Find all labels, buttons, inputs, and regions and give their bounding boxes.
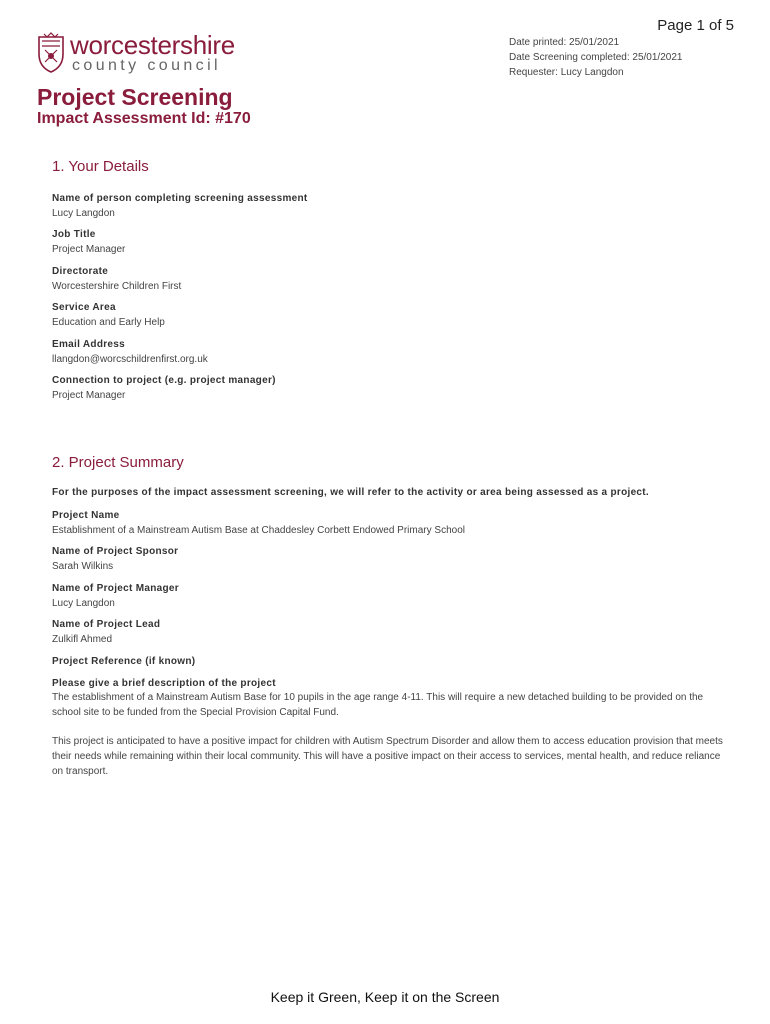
field-label: Email Address bbox=[52, 339, 126, 350]
field-label: Directorate bbox=[52, 266, 109, 277]
field-value: Lucy Langdon bbox=[52, 598, 115, 609]
description-paragraph-1: The establishment of a Mainstream Autism Base for 10 pupils in the age range 4-11. This will require a new detached building to be provided on the school site to be funded from the Special Provision Capital Fund. bbox=[52, 692, 704, 718]
field-assessor-name bbox=[52, 192, 732, 221]
field-project-name bbox=[52, 509, 732, 538]
date-printed: Date printed: 25/01/2021 bbox=[509, 37, 620, 48]
field-label: Name of Project Sponsor bbox=[52, 546, 179, 557]
field-value: Sarah Wilkins bbox=[52, 561, 114, 572]
field-value: Project Manager bbox=[52, 390, 126, 401]
field-label: Job Title bbox=[52, 229, 96, 240]
logo-tagline: county council bbox=[72, 57, 221, 74]
field-project-reference bbox=[52, 655, 732, 669]
field-label: Name of person completing screening assessment bbox=[52, 193, 308, 204]
page-footer: Keep it Green, Keep it on the Screen bbox=[270, 989, 500, 1005]
field-label: Name of Project Lead bbox=[52, 619, 161, 630]
field-label: Please give a brief description of the project bbox=[52, 678, 276, 689]
section-heading-your-details: 1. Your Details bbox=[52, 158, 149, 175]
field-label: Connection to project (e.g. project manager) bbox=[52, 375, 276, 386]
field-email bbox=[52, 338, 732, 367]
field-job-title bbox=[52, 228, 732, 257]
field-service-area bbox=[52, 301, 732, 330]
field-value: Project Manager bbox=[52, 244, 126, 255]
field-directorate bbox=[52, 265, 732, 294]
date-completed: Date Screening completed: 25/01/2021 bbox=[509, 52, 683, 63]
field-label: Name of Project Manager bbox=[52, 583, 179, 594]
field-value: Lucy Langdon bbox=[52, 208, 115, 219]
coat-of-arms-icon bbox=[36, 32, 66, 74]
council-logo bbox=[36, 30, 256, 80]
field-project-manager bbox=[52, 582, 732, 611]
field-label: Project Reference (if known) bbox=[52, 656, 196, 667]
field-value: Establishment of a Mainstream Autism Base at Chaddesley Corbett Endowed Primary School bbox=[52, 525, 465, 536]
section-intro: For the purposes of the impact assessment screening, we will refer to the activity or area being assessed as a project. bbox=[52, 487, 650, 498]
field-label: Service Area bbox=[52, 302, 116, 313]
field-label: Project Name bbox=[52, 510, 120, 521]
assessment-id: Impact Assessment Id: #170 bbox=[37, 110, 251, 127]
field-project-lead bbox=[52, 618, 732, 647]
logo-wordmark: worcestershire bbox=[70, 30, 235, 60]
section-heading-project-summary: 2. Project Summary bbox=[52, 454, 184, 471]
page-title: Project Screening bbox=[37, 84, 233, 110]
field-value: Education and Early Help bbox=[52, 317, 165, 328]
print-metadata bbox=[509, 35, 682, 80]
field-project-sponsor bbox=[52, 545, 732, 574]
field-value: llangdon@worcschildrenfirst.org.uk bbox=[52, 354, 208, 365]
description-paragraph-2: This project is anticipated to have a positive impact for children with Autism Spectrum Disorder and allow them to access education provision that meets their needs while remaining within their local community. This will have a positive impact on their access to services, mental health, and reduce reliance on transport. bbox=[52, 736, 723, 777]
field-value: Worcestershire Children First bbox=[52, 281, 182, 292]
field-project-description bbox=[52, 677, 732, 691]
requester: Requester: Lucy Langdon bbox=[509, 67, 624, 78]
page-number: Page 1 of 5 bbox=[657, 17, 734, 34]
field-connection bbox=[52, 374, 732, 403]
field-value: Zulkifl Ahmed bbox=[52, 634, 113, 645]
